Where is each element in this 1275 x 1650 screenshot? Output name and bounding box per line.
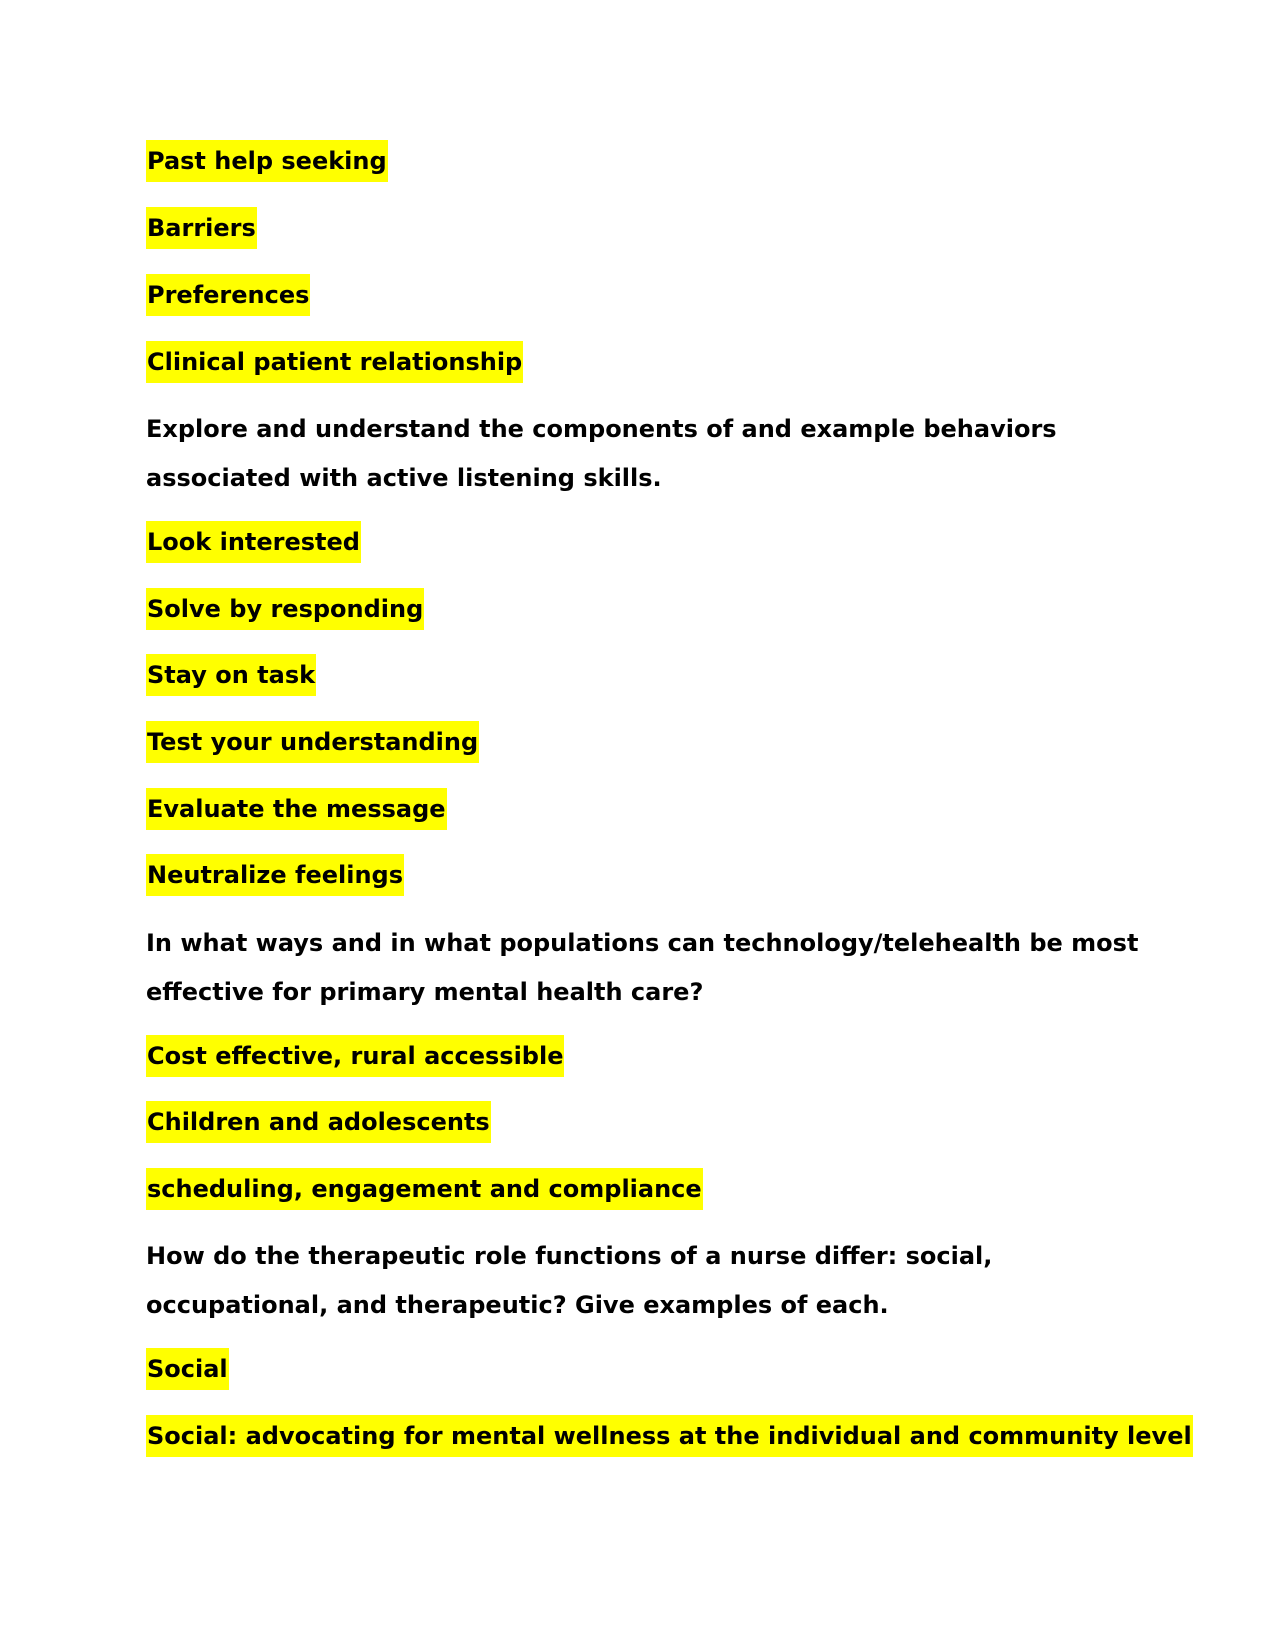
highlighted-text: Solve by responding: [146, 588, 424, 630]
highlighted-text: Neutralize feelings: [146, 854, 404, 896]
highlighted-text: Evaluate the message: [146, 788, 447, 830]
answer-line: [146, 341, 523, 383]
answer-line: [146, 207, 257, 249]
highlighted-text: Barriers: [146, 207, 257, 249]
answer-line: [146, 721, 479, 763]
highlighted-text: Clinical patient relationship: [146, 341, 523, 383]
highlighted-text: Past help seeking: [146, 140, 388, 182]
answer-line: [146, 1168, 703, 1210]
highlighted-text: Stay on task: [146, 654, 316, 696]
highlighted-text: Children and adolescents: [146, 1101, 491, 1143]
question-paragraph: In what ways and in what populations can technology/telehealth be most effective for primary mental health care?: [146, 929, 1139, 1006]
highlighted-text: Cost effective, rural accessible: [146, 1035, 564, 1077]
answer-line: [146, 654, 316, 696]
question-paragraph: Explore and understand the components of and example behaviors associated with active listening skills.: [146, 415, 1057, 492]
highlighted-text: Social: advocating for mental wellness at the individual and community level: [146, 1415, 1193, 1457]
highlighted-text: Preferences: [146, 274, 310, 316]
answer-line: [146, 521, 361, 563]
answer-line: [146, 588, 424, 630]
answer-line: [146, 788, 447, 830]
answer-line: [146, 1348, 229, 1390]
question-paragraph: How do the therapeutic role functions of a nurse differ: social, occupational, and therapeutic? Give examples of each.: [146, 1242, 993, 1319]
highlighted-text: Test your understanding: [146, 721, 479, 763]
highlighted-text: Look interested: [146, 521, 361, 563]
answer-line: [146, 1415, 1193, 1457]
answer-line: [146, 854, 404, 896]
answer-line: [146, 1035, 564, 1077]
answer-line: [146, 274, 310, 316]
answer-line: [146, 140, 388, 182]
highlighted-text: scheduling, engagement and compliance: [146, 1168, 703, 1210]
highlighted-text: Social: [146, 1348, 229, 1390]
answer-line: [146, 1101, 491, 1143]
